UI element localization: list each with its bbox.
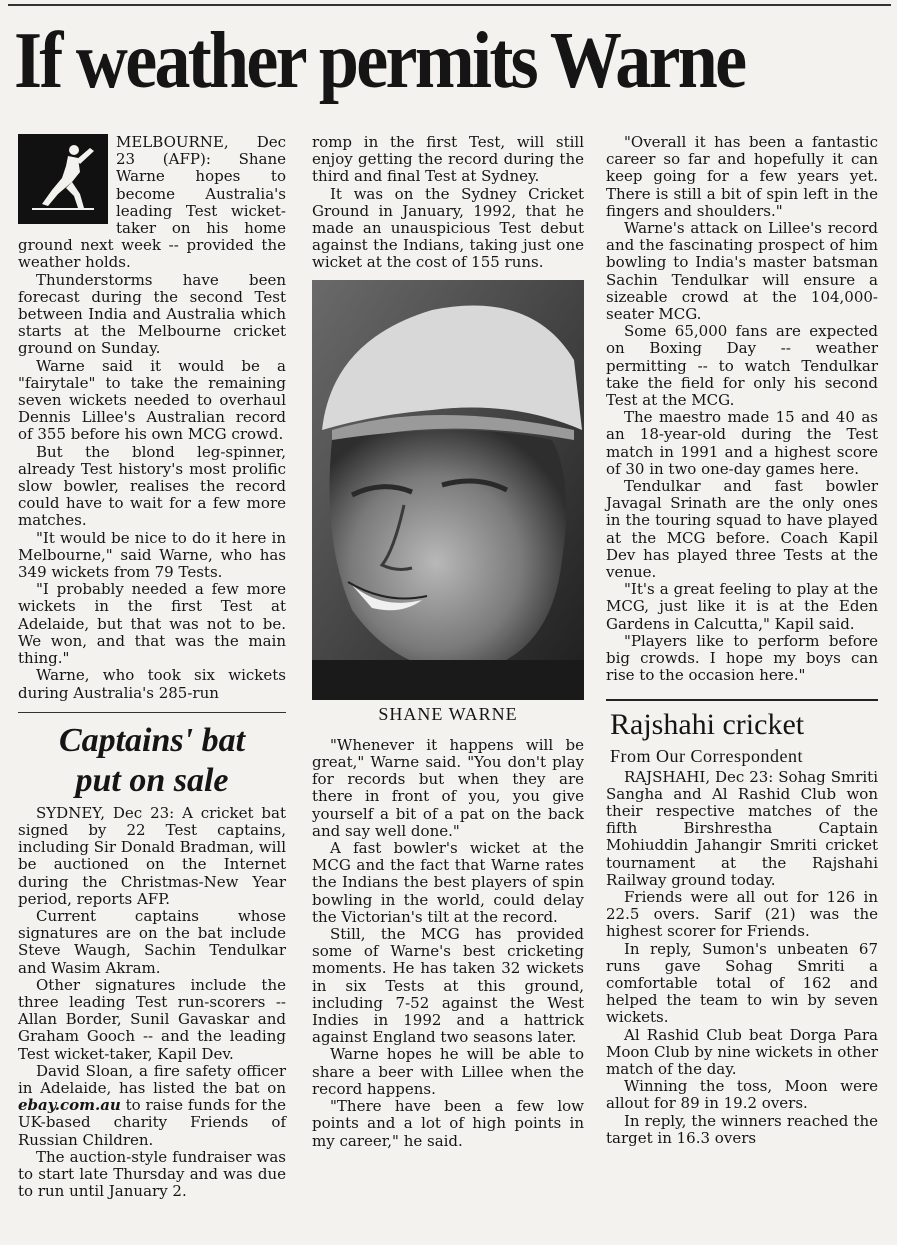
column-2	[312, 134, 584, 1150]
cricket-logo	[18, 134, 108, 224]
photo-caption: SHANE WARNE	[378, 703, 518, 724]
warne-paragraph: "Overall it has been a fantastic career so far and hopefully it can keep going for a few years yet. There is still a bit of spin left in the fingers and shoulders."	[606, 133, 878, 220]
warne-paragraph: The maestro made 15 and 40 as an 18-year-old during the Test match in 1991 and a highest score of 30 in two one-day games here.	[606, 408, 878, 478]
bat-paragraph: The auction-style fundraiser was to start late Thursday and was due to run until January 2.	[18, 1147, 286, 1201]
warne-paragraph: It was on the Sydney Cricket Ground in January, 1992, that he made an unauspicious Test debut against the Indians, taking just one wicket at the cost of 155 runs.	[312, 184, 584, 272]
warne-paragraph: Thunderstorms have been forecast during the second Test between India and Australia which starts at the Melbourne cricket ground on Sunday.	[18, 270, 286, 358]
section-divider	[18, 712, 286, 713]
ebay-site: ebay.com.au	[18, 1096, 121, 1115]
warne-paragraph: Still, the MCG has provided some of Warne's best cricketing moments. He has taken 32 wickets in six Tests at this ground, including 7-52 against the West Indies in 1992 and a hattrick against England two seasons later.	[312, 925, 584, 1047]
bat-paragraph: SYDNEY, Dec 23: A cricket bat signed by 22 Test captains, including Sir Donald Bradman, will be auctioned on the Internet during the Christmas-New Year period, reports AFP.	[18, 803, 286, 908]
warne-paragraph: Some 65,000 fans are expected on Boxing Day -- weather permitting -- to watch Tendulkar take the field for only his second Test at the MCG.	[606, 322, 878, 410]
bat-story-headline	[18, 721, 286, 801]
warne-paragraph: "I probably needed a few more wickets in the first Test at Adelaide, but that was not to be. We won, and that was the main thing."	[18, 580, 286, 668]
warne-paragraph: Warne's attack on Lillee's record and the fascinating prospect of him bowling to India's master batsman Sachin Tendulkar will ensure a sizeable crowd at the 104,000-seater MCG.	[606, 219, 878, 324]
batsman-icon	[28, 142, 100, 216]
warne-paragraph: Warne said it would be a "fairytale" to take the remaining seven wickets needed to overhaul Dennis Lillee's Australian record of 355 before his own MCG crowd.	[18, 356, 286, 444]
warne-paragraph: "It would be nice to do it here in Melbourne," said Warne, who has 349 wickets from 79 Tests.	[18, 528, 286, 582]
bat-headline-line1: Captains' bat	[58, 721, 246, 759]
rajshahi-headline: Rajshahi cricket	[610, 707, 805, 741]
section-divider	[606, 699, 878, 701]
warne-paragraph: Tendulkar and fast bowler Javagal Srinath are the only ones in the touring squad to have played at the MCG before. Coach Kapil Dev has played three Tests at the venue.	[606, 477, 878, 582]
warne-paragraph: But the blond leg-spinner, already Test history's most prolific slow bowler, realises the record could have to wait for a few more matches.	[18, 442, 286, 530]
warne-paragraph: "It's a great feeling to play at the MCG, just like it is at the Eden Gardens in Calcutta," Kapil said.	[606, 580, 878, 633]
warne-paragraph: romp in the first Test, will still enjoy getting the record during the third and final Test at Sydney.	[312, 133, 584, 186]
bat-headline-line2: put on sale	[75, 761, 229, 799]
warne-photo	[312, 280, 584, 700]
bat-paragraph-ebay: David Sloan, a fire safety officer in Adelaide, has listed the bat on ebay.com.au to raise funds for the UK-based charity Friends of Russian Children.	[18, 1061, 286, 1149]
warne-paragraph: A fast bowler's wicket at the MCG and the fact that Warne rates the Indians the best players of spin bowling in the world, could delay the Victorian's tilt at the record.	[312, 839, 584, 926]
warne-paragraph: Warne hopes he will be able to share a beer with Lillee when the record happens.	[312, 1045, 584, 1098]
warne-portrait	[312, 280, 584, 700]
rajshahi-paragraph: In reply, the winners reached the target in 16.3 overs	[606, 1111, 878, 1147]
rajshahi-paragraph: Friends were all out for 126 in 22.5 overs. Sarif (21) was the highest scorer for Friends.	[606, 887, 878, 941]
bat-paragraph: Other signatures include the three leading Test run-scorers -- Allan Border, Sunil Gavaskar and Graham Gooch -- and the leading Test wicket-taker, Kapil Dev.	[18, 975, 286, 1063]
column-3	[606, 134, 878, 1147]
rajshahi-paragraph: RAJSHAHI, Dec 23: Sohag Smriti Sangha and Al Rashid Club won their respective matches of the fifth Birshrestha Captain Mohiuddin Jahangir Smriti cricket tournament at the Rajshahi Railway ground today.	[606, 767, 878, 889]
warne-paragraph: MELBOURNE, Dec 23 (AFP): Shane Warne hopes to become Australia's leading Test wicket-taker on his home ground next week -- provided the weather holds.	[18, 133, 286, 272]
rajshahi-paragraph: Winning the toss, Moon were allout for 89 in 19.2 overs.	[606, 1077, 878, 1113]
warne-paragraph: "Whenever it happens will be great," Warne said. "You don't play for records but when they are there in front of you, you give yourself a bit of a pat on the back and say well done."	[312, 735, 584, 840]
rajshahi-paragraph: In reply, Sumon's unbeaten 67 runs gave Sohag Smriti a comfortable total of 162 and helped the team to win by seven wickets.	[606, 939, 878, 1027]
rajshahi-paragraph: Al Rashid Club beat Dorga Para Moon Club by nine wickets in other match of the day.	[606, 1025, 878, 1078]
warne-paragraph: Warne, who took six wickets during Australia's 285-run	[18, 666, 286, 702]
main-headline: If weather permits Warne	[14, 17, 745, 105]
warne-paragraph: "There have been a few low points and a lot of high points in my career," he said.	[312, 1097, 584, 1150]
bat-paragraph: Current captains whose signatures are on the bat include Steve Waugh, Sachin Tendulkar and Wasim Akram.	[18, 906, 286, 977]
rajshahi-byline: From Our Correspondent	[610, 745, 803, 766]
column-1	[18, 134, 286, 1200]
warne-paragraph: "Players like to perform before big crowds. I hope my boys can rise to the occasion here."	[606, 631, 878, 685]
